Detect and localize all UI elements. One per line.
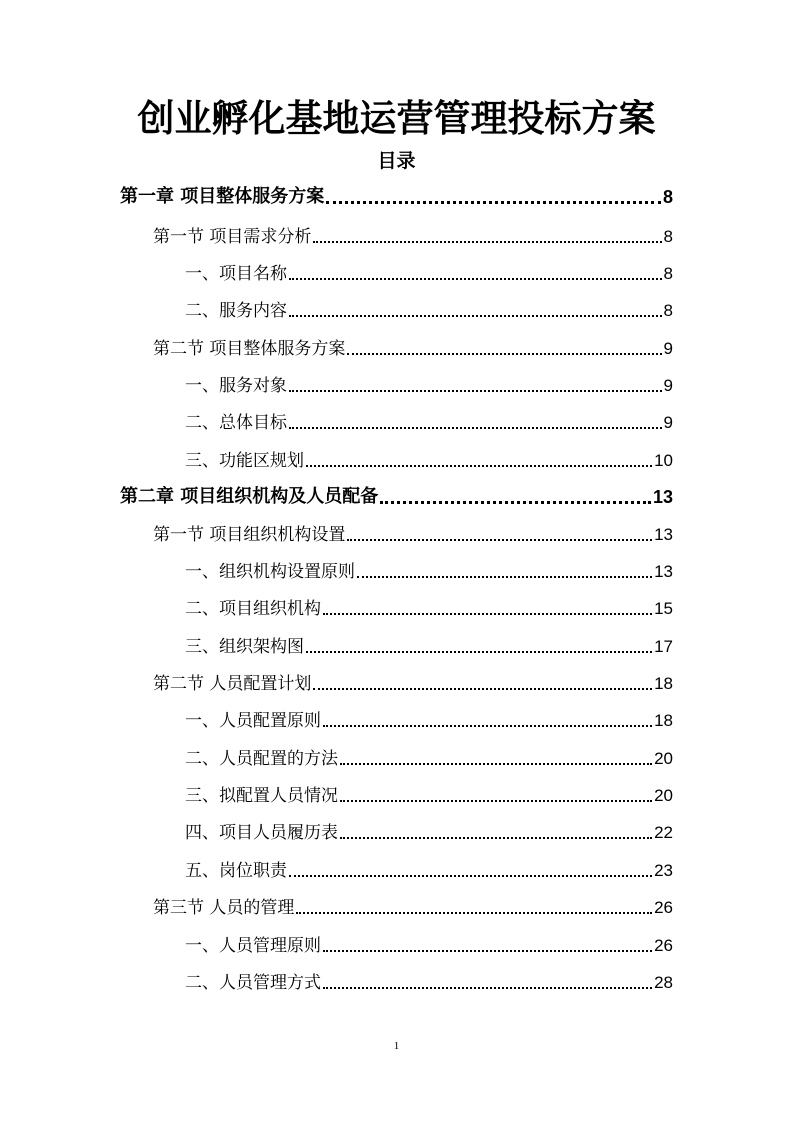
toc-entry-page: 8 [663, 301, 673, 320]
toc-section-entry[interactable] [153, 888, 673, 918]
toc-entry-label: 第一节 项目需求分析 [153, 227, 312, 247]
toc-entry-page: 28 [654, 973, 673, 992]
toc-entry-label: 一、项目名称 [185, 264, 287, 284]
toc-leader-dots [296, 911, 652, 914]
toc-entry-page: 15 [654, 599, 673, 618]
toc-leader-dots [380, 500, 651, 504]
toc-entry-label: 三、功能区规划 [185, 451, 304, 471]
toc-entry-page: 18 [654, 674, 673, 693]
toc-leader-dots [347, 352, 661, 355]
toc-section-entry[interactable] [153, 217, 673, 247]
toc-entry-label: 五、岗位职责 [185, 861, 287, 881]
toc-entry-page: 13 [654, 562, 673, 581]
toc-entry-page: 8 [663, 227, 673, 246]
toc-entry-page: 26 [654, 936, 673, 955]
toc-leader-dots [289, 389, 662, 392]
toc-entry-page: 9 [663, 339, 673, 358]
toc-entry-label: 一、人员管理原则 [185, 936, 321, 956]
toc-entry-page: 20 [654, 786, 673, 805]
toc-entry-page: 20 [654, 749, 673, 768]
toc-leader-dots [289, 314, 662, 317]
toc-entry-label: 第三节 人员的管理 [153, 898, 295, 918]
toc-leader-dots [326, 200, 661, 204]
toc-leader-dots [289, 874, 652, 877]
toc-item-entry[interactable] [185, 851, 673, 881]
toc-entry-label: 二、项目组织机构 [185, 599, 321, 619]
toc-item-entry[interactable] [185, 589, 673, 619]
toc-section-entry[interactable] [153, 515, 673, 545]
toc-leader-dots [306, 650, 652, 653]
toc-entry-label: 一、服务对象 [185, 376, 287, 396]
toc-leader-dots [289, 426, 662, 429]
toc-entry-page: 9 [663, 413, 673, 432]
toc-leader-dots [323, 612, 652, 615]
toc-entry-page: 8 [663, 264, 673, 283]
toc-leader-dots [340, 762, 652, 765]
toc-entry-label: 二、人员配置的方法 [185, 749, 338, 769]
toc-entry-label: 第二节 人员配置计划 [153, 674, 312, 694]
toc-entry-label: 二、总体目标 [185, 413, 287, 433]
toc-item-entry[interactable] [185, 552, 673, 582]
toc-item-entry[interactable] [185, 627, 673, 657]
toc-leader-dots [340, 836, 652, 839]
toc-entry-page: 9 [663, 376, 673, 395]
toc-entry-label: 二、服务内容 [185, 301, 287, 321]
toc-leader-dots [340, 799, 652, 802]
toc-entry-label: 一、组织机构设置原则 [185, 562, 355, 582]
toc-entry-page: 10 [654, 451, 673, 470]
toc-entry-label: 二、人员管理方式 [185, 973, 321, 993]
toc-item-entry[interactable] [185, 254, 673, 284]
toc-entry-label: 第一章 项目整体服务方案 [120, 186, 325, 207]
toc-section-entry[interactable] [153, 664, 673, 694]
toc-item-entry[interactable] [185, 366, 673, 396]
toc-entry-page: 17 [654, 637, 673, 656]
toc-item-entry[interactable] [185, 926, 673, 956]
toc-item-entry[interactable] [185, 403, 673, 433]
toc-leader-dots [313, 240, 661, 243]
toc-entry-label: 第一节 项目组织机构设置 [153, 525, 346, 545]
toc-entry-label: 四、项目人员履历表 [185, 823, 338, 843]
toc-leader-dots [323, 724, 652, 727]
toc-leader-dots [313, 687, 652, 690]
toc-entry-page: 22 [654, 823, 673, 842]
toc-chapter-entry[interactable] [120, 178, 673, 208]
toc-leader-dots [289, 277, 662, 280]
toc-entry-page: 13 [654, 525, 673, 544]
toc-item-entry[interactable] [185, 776, 673, 806]
toc-leader-dots [306, 464, 652, 467]
toc-entry-label: 一、人员配置原则 [185, 711, 321, 731]
toc-item-entry[interactable] [185, 813, 673, 843]
toc-item-entry[interactable] [185, 739, 673, 769]
toc-entry-page: 13 [652, 487, 673, 507]
toc-leader-dots [357, 575, 652, 578]
toc-entry-label: 第二节 项目整体服务方案 [153, 339, 346, 359]
toc-item-entry[interactable] [185, 291, 673, 321]
toc-item-entry[interactable] [185, 963, 673, 993]
toc-chapter-entry[interactable] [120, 478, 673, 508]
toc-entry-page: 23 [654, 861, 673, 880]
toc-entry-page: 26 [654, 898, 673, 917]
toc-heading: 目录 [377, 150, 416, 172]
toc-leader-dots [347, 538, 652, 541]
toc-leader-dots [323, 949, 652, 952]
toc-entry-page: 18 [654, 711, 673, 730]
toc-entry-label: 第二章 项目组织机构及人员配备 [120, 486, 379, 507]
toc-entry-label: 三、组织架构图 [185, 637, 304, 657]
toc-leader-dots [323, 986, 652, 989]
toc-entry-label: 三、拟配置人员情况 [185, 786, 338, 806]
toc-entry-page: 8 [662, 187, 673, 207]
toc-item-entry[interactable] [185, 441, 673, 471]
toc-item-entry[interactable] [185, 701, 673, 731]
document-title: 创业孵化基地运营管理投标方案 [137, 96, 656, 140]
page-number: 1 [393, 1040, 400, 1052]
toc-section-entry[interactable] [153, 329, 673, 359]
